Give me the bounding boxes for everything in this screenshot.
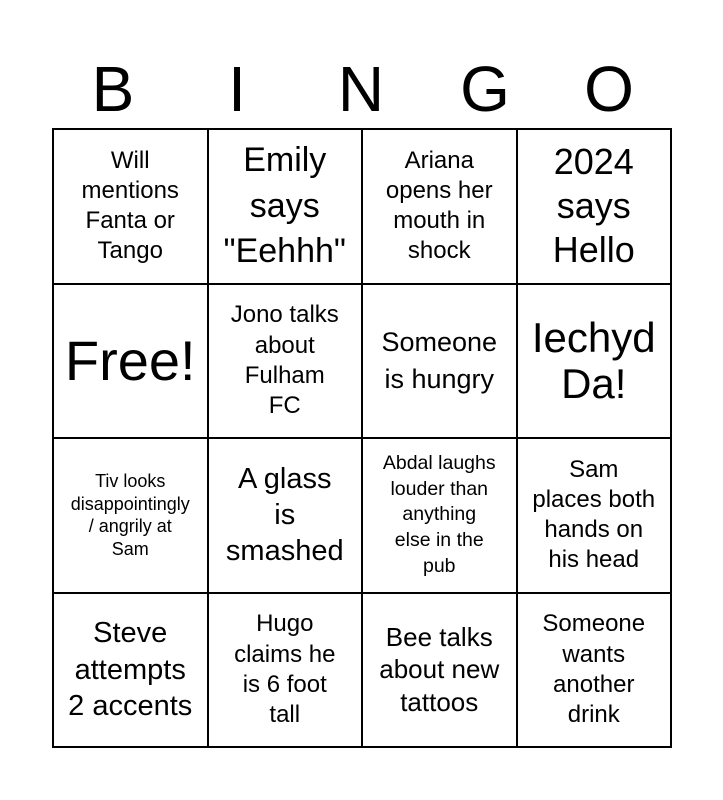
bingo-cell-r1c2[interactable] [208, 129, 363, 284]
header-letter-b: B [91, 53, 135, 125]
bingo-cell-r4c4[interactable] [517, 593, 672, 748]
bingo-cell-r1c3[interactable] [362, 129, 517, 284]
bingo-cell-r3c1[interactable] [53, 438, 208, 593]
bingo-cell-r2c1[interactable] [53, 284, 208, 439]
bingo-cell-text: Tiv looks disappointingly / angrily at Sam [70, 471, 190, 559]
bingo-cell-r4c1[interactable] [53, 593, 208, 748]
header-letter-i: I [228, 53, 246, 125]
bingo-cell-r3c4[interactable] [517, 438, 672, 593]
bingo-cell-text: Iechyd Da! [531, 313, 656, 407]
bingo-cell-text: Ariana opens her mouth in shock [385, 146, 493, 265]
bingo-cell-text: Abdal laughs louder than anything else in the pub [382, 451, 496, 577]
bingo-cell-text: Someone wants another drink [542, 610, 646, 728]
bingo-cell-r2c4[interactable] [517, 284, 672, 439]
header-letter-g: G [460, 53, 510, 125]
bingo-board [52, 128, 672, 748]
bingo-cell-text: Hugo claims he is 6 foot tall [234, 610, 336, 728]
bingo-cell-r2c3[interactable] [362, 284, 517, 439]
bingo-cell-text: Free! [64, 328, 196, 392]
bingo-cell-text: Steve attempts 2 accents [68, 617, 193, 722]
bingo-cell-text: Jono talks about Fulham FC [230, 301, 339, 419]
bingo-cell-text: Will mentions Fanta or Tango [81, 146, 179, 265]
bingo-cell-text: Bee talks about new tattoos [379, 621, 500, 718]
bingo-cell-text: Someone is hungry [381, 326, 498, 394]
header-letter-o: O [584, 53, 634, 125]
bingo-cell-r3c2[interactable] [208, 438, 363, 593]
bingo-header [51, 50, 671, 128]
bingo-cell-r4c3[interactable] [362, 593, 517, 748]
bingo-cell-r2c2[interactable] [208, 284, 363, 439]
bingo-cell-text: Sam places both hands on his head [532, 455, 656, 574]
bingo-cell-r1c4[interactable] [517, 129, 672, 284]
bingo-cell-text: 2024 says Hello [552, 141, 635, 271]
bingo-cell-r3c3[interactable] [362, 438, 517, 593]
header-letter-n: N [337, 53, 385, 125]
bingo-cell-r1c1[interactable] [53, 129, 208, 284]
bingo-cell-r4c2[interactable] [208, 593, 363, 748]
bingo-cell-text: A glass is smashed [225, 462, 344, 568]
bingo-cell-text: Emily says "Eehhh" [223, 141, 346, 270]
